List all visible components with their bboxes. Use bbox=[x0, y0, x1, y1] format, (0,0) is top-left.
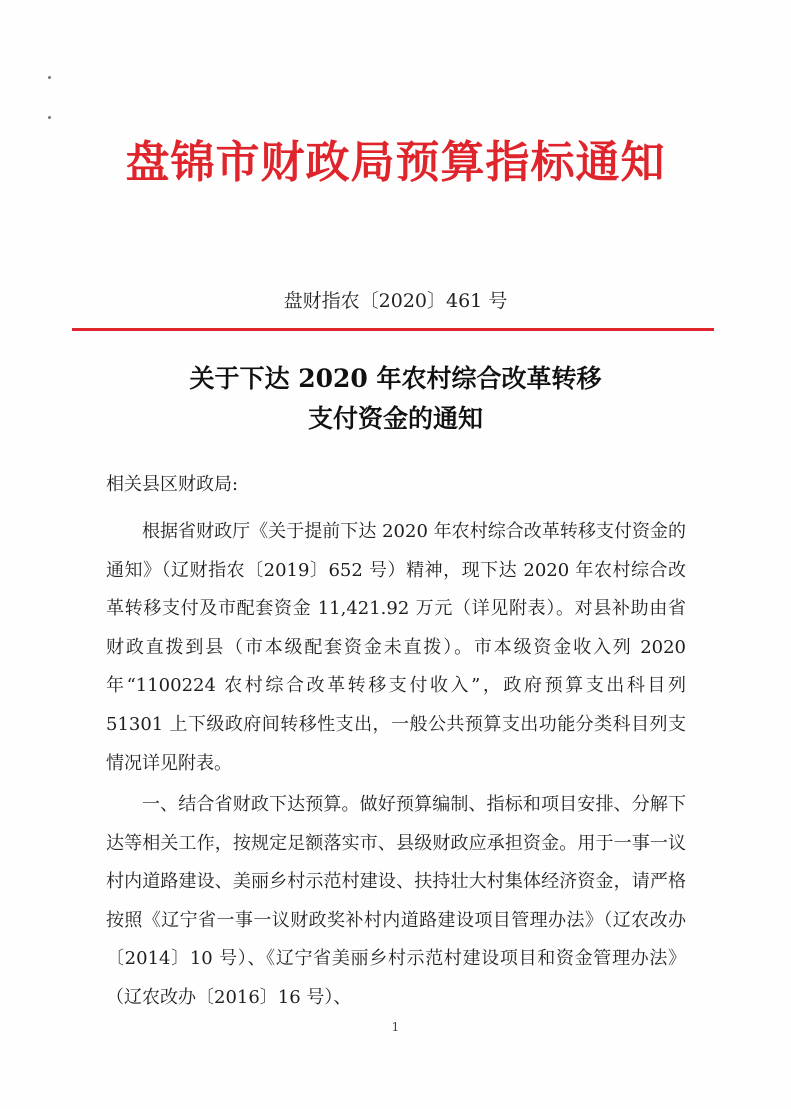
page-number: 1 bbox=[391, 1020, 400, 1034]
notice-title-line-1: 关于下达 2020 年农村综合改革转移 bbox=[189, 364, 602, 393]
body-paragraph-1: 根据省财政厅《关于提前下达 2020 年农村综合改革转移支付资金的通知》（辽财指农〔2019〕652 号）精神，现下达 2020 年农村综合改革转移支付及市配套资金 11,421.92 万元（详见附表）。对县补助由省财政直拨到县（市本级配套资金未直拨）。市本级资金收入列 2020 年“1100224 农村综合改革转移支付收入”，政府预算支出科目列 51301 上下级政府间转移性支出，一般公共预算支出功能分类科目列支情况详见附表。 bbox=[106, 521, 686, 774]
salutation: 相关县区财政局: bbox=[106, 474, 239, 495]
red-divider-line bbox=[72, 328, 714, 331]
body-paragraph-2: 一、结合省财政下达预算。做好预算编制、指标和项目安排、分解下达等相关工作，按规定足额落实市、县级财政应承担资金。用于一事一议村内道路建设、美丽乡村示范村建设、扶持壮大村集体经济资金，请严格按照《辽宁省一事一议财政奖补村内道路建设项目管理办法》（辽农改办〔2014〕10 号）、《辽宁省美丽乡村示范村建设项目和资金管理办法》（辽农改办〔2016〕16 号）、 bbox=[106, 794, 686, 1008]
agency-header-title: 盘锦市财政局预算指标通知 bbox=[125, 137, 666, 188]
notice-title bbox=[0, 359, 791, 439]
document-number: 盘财指农〔2020〕461 号 bbox=[283, 290, 508, 312]
notice-title-line-2: 支付资金的通知 bbox=[307, 404, 483, 433]
scan-speck bbox=[48, 76, 51, 79]
scan-speck bbox=[48, 116, 51, 119]
